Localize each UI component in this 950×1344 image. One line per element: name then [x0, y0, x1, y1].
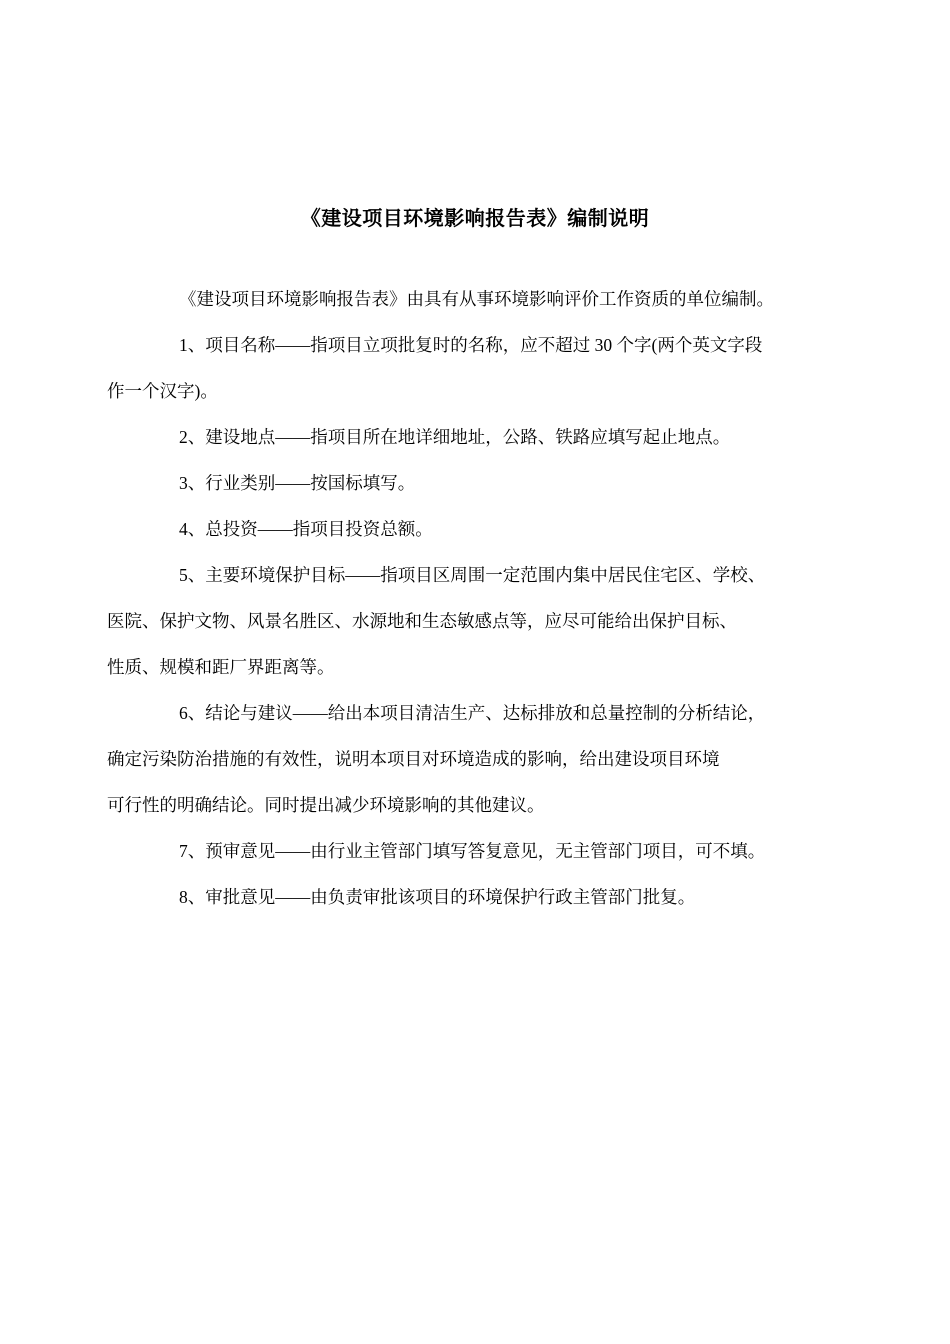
- item-3-line-1: 3、行业类别——按国标填写。: [179, 473, 416, 493]
- item-4-paragraph: [143, 506, 843, 552]
- item-4-line-1: 4、总投资——指项目投资总额。: [179, 519, 433, 539]
- document-title: 《建设项目环境影响报告表》编制说明: [300, 206, 650, 230]
- item-5-paragraph: [107, 552, 843, 690]
- item-6-line-1: 6、结论与建议——给出本项目清洁生产、达标排放和总量控制的分析结论，: [179, 703, 766, 723]
- item-7-line-1: 7、预审意见——由行业主管部门填写答复意见，无主管部门项目，可不填。: [179, 841, 766, 861]
- item-1-line-2: 作一个汉字)。: [107, 381, 218, 401]
- item-3-paragraph: [143, 460, 843, 506]
- item-8-line-1: 8、审批意见——由负责审批该项目的环境保护行政主管部门批复。: [179, 887, 696, 907]
- item-7-paragraph: [143, 828, 843, 874]
- item-1-line-1: 1、项目名称——指项目立项批复时的名称，应不超过 30 个字(两个英文字段: [179, 335, 763, 355]
- item-6-line-3: 可行性的明确结论。同时提出减少环境影响的其他建议。: [107, 795, 545, 815]
- item-1-paragraph: [107, 322, 843, 414]
- item-5-line-3: 性质、规模和距厂界距离等。: [107, 657, 335, 677]
- item-6-paragraph: [107, 690, 843, 828]
- item-2-paragraph: [143, 414, 843, 460]
- item-2-line-1: 2、建设地点——指项目所在地详细地址，公路、铁路应填写起止地点。: [179, 427, 731, 447]
- item-6-line-2: 确定污染防治措施的有效性，说明本项目对环境造成的影响，给出建设项目环境: [107, 749, 720, 769]
- intro-text: 《建设项目环境影响报告表》由具有从事环境影响评价工作资质的单位编制。: [179, 289, 774, 309]
- item-8-paragraph: [143, 874, 843, 920]
- intro-paragraph: [143, 276, 843, 322]
- document-body: [107, 276, 843, 920]
- item-5-line-1: 5、主要环境保护目标——指项目区周围一定范围内集中居民住宅区、学校、: [179, 565, 766, 585]
- item-5-line-2: 医院、保护文物、风景名胜区、水源地和生态敏感点等，应尽可能给出保护目标、: [107, 611, 737, 631]
